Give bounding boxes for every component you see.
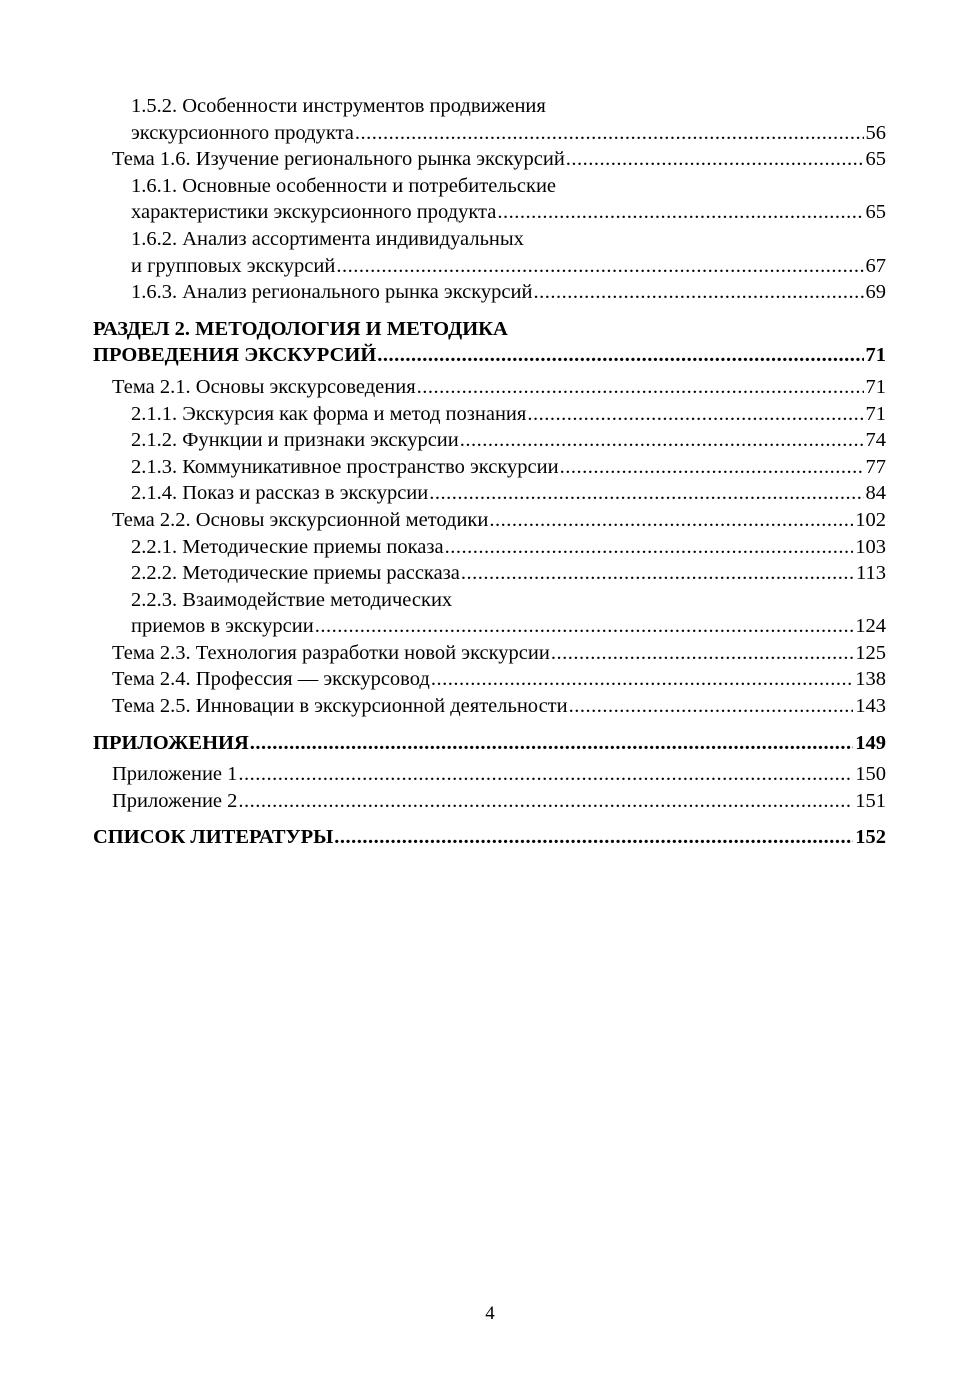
toc-subtopic-entry	[93, 427, 886, 454]
toc-subtopic-entry	[93, 560, 886, 587]
toc-entry-title-line: ПРИЛОЖЕНИЯ	[93, 731, 249, 754]
toc-subtopic-entry	[93, 93, 886, 146]
toc-entry-title-line: экскурсионного продукта	[131, 121, 354, 144]
toc-page-number: 124	[855, 615, 886, 638]
toc-entry-title-line: 2.2.1. Методические приемы показа	[131, 535, 444, 558]
dot-leader	[417, 374, 864, 401]
dot-leader	[355, 120, 864, 147]
toc-entry-row	[131, 613, 886, 640]
toc-entry-title-line: Тема 1.6. Изучение регионального рынка экскурсий	[112, 148, 565, 171]
toc-section-entry	[93, 824, 886, 851]
toc-page-number: 143	[855, 695, 886, 718]
toc-entry-row	[131, 120, 886, 147]
toc-entry-row	[131, 401, 886, 428]
toc-entry-row	[93, 730, 886, 757]
toc-page-number: 77	[865, 455, 886, 478]
toc-entry-title-line: Тема 2.3. Технология разработки новой экскурсии	[112, 641, 550, 664]
toc-topic-entry	[93, 666, 886, 693]
toc-entry-title-line: 2.1.3. Коммуникативное пространство экскурсии	[131, 455, 559, 478]
toc-page-number: 149	[855, 731, 886, 754]
dot-leader	[489, 507, 853, 534]
dot-leader	[334, 824, 853, 851]
toc-entry-title-line: Тема 2.4. Профессия — экскурсовод	[112, 668, 430, 691]
toc-entry-row	[131, 427, 886, 454]
dot-leader	[497, 199, 863, 226]
dot-leader	[566, 146, 864, 173]
toc-entry-title-line: приемов в экскурсии	[131, 615, 314, 638]
toc-section-entry	[93, 730, 886, 757]
dot-leader	[560, 454, 864, 481]
toc-entry-title-line: 1.6.2. Анализ ассортимента индивидуальных	[131, 227, 524, 250]
toc-topic-entry	[93, 146, 886, 173]
toc-entry-row	[112, 693, 886, 720]
toc-entry-title-line: РАЗДЕЛ 2. МЕТОДОЛОГИЯ И МЕТОДИКА	[93, 317, 508, 340]
dot-leader	[238, 761, 853, 788]
dot-leader	[377, 342, 863, 369]
toc-entry-row	[112, 146, 886, 173]
toc-subtopic-entry	[93, 587, 886, 640]
page-number: 4	[485, 1303, 495, 1324]
toc-section-entry	[93, 316, 886, 369]
dot-leader	[238, 788, 853, 815]
toc-entry-row	[93, 342, 886, 369]
toc-entry-row	[112, 761, 886, 788]
dot-leader	[461, 560, 854, 587]
toc-page-number: 84	[865, 482, 886, 505]
toc-page-number: 65	[865, 148, 886, 171]
dot-leader	[533, 279, 863, 306]
toc-entry-title-line: 1.6.3. Анализ регионального рынка экскурсий	[131, 281, 533, 304]
toc-entry-row	[131, 480, 886, 507]
toc-subtopic-entry	[93, 454, 886, 481]
toc-subtopic-entry	[93, 279, 886, 306]
toc-page-number: 71	[865, 344, 886, 367]
toc-entry-title-line: 2.1.4. Показ и рассказ в экскурсии	[131, 482, 429, 505]
toc-entry-row	[112, 507, 886, 534]
dot-leader	[250, 730, 853, 757]
toc-entry-title-line: СПИСОК ЛИТЕРАТУРЫ	[93, 826, 334, 849]
toc-entry-row	[131, 253, 886, 280]
toc-entry-row	[131, 560, 886, 587]
toc-entry-row	[93, 824, 886, 851]
toc-entry-title-line: 2.2.3. Взаимодействие методических	[131, 588, 453, 611]
toc-page-number: 65	[865, 201, 886, 224]
toc-entry-title-line: и групповых экскурсий	[131, 254, 336, 277]
toc-topic-entry	[93, 693, 886, 720]
toc-topic-entry	[93, 640, 886, 667]
toc-entry-title-line: 2.1.1. Экскурсия как форма и метод познания	[131, 402, 527, 425]
toc-page-number: 152	[855, 826, 886, 849]
toc-entry-title-line: Тема 2.2. Основы экскурсионной методики	[112, 508, 489, 531]
toc-entry-title-line: характеристики экскурсионного продукта	[131, 201, 497, 224]
toc-entry-title-line: Тема 2.1. Основы экскурсоведения	[112, 375, 416, 398]
dot-leader	[569, 693, 854, 720]
dot-leader	[336, 253, 863, 280]
toc-subtopic-entry	[93, 401, 886, 428]
toc-entry-row	[131, 279, 886, 306]
toc-subtopic-entry	[93, 480, 886, 507]
dot-leader	[527, 401, 863, 428]
toc-entry-title-line: Приложение 2	[112, 789, 238, 812]
toc-entry-row	[131, 534, 886, 561]
dot-leader	[460, 427, 864, 454]
toc-entry-title-line: Приложение 1	[112, 763, 238, 786]
toc-entry-title-line: 1.6.1. Основные особенности и потребительские	[131, 174, 557, 197]
toc-entry-title-line: Тема 2.5. Инновации в экскурсионной деятельности	[112, 695, 568, 718]
toc-topic-entry	[93, 788, 886, 815]
dot-leader	[431, 666, 853, 693]
toc-page-number: 74	[865, 429, 886, 452]
dot-leader	[551, 640, 853, 667]
toc-topic-entry	[93, 374, 886, 401]
toc-entry-row	[112, 374, 886, 401]
toc-page-number: 102	[855, 508, 886, 531]
toc-page-number: 71	[865, 402, 886, 425]
toc-entry-title-line: ПРОВЕДЕНИЯ ЭКСКУРСИЙ	[93, 344, 377, 367]
dot-leader	[429, 480, 863, 507]
toc-entry-row	[112, 640, 886, 667]
toc-entry-title-line: 1.5.2. Особенности инструментов продвижения	[131, 95, 546, 117]
toc-page-number: 71	[865, 375, 886, 398]
toc-entry-title-line: 2.2.2. Методические приемы рассказа	[131, 562, 460, 585]
toc-page-number: 113	[856, 562, 886, 585]
toc-entry-row	[112, 788, 886, 815]
toc-subtopic-entry	[93, 173, 886, 226]
toc-page-number: 150	[855, 763, 886, 786]
toc-subtopic-entry	[93, 534, 886, 561]
toc-page-number: 69	[865, 281, 886, 304]
toc-page-number: 103	[855, 535, 886, 558]
toc-page-number: 138	[855, 668, 886, 691]
toc-entry-row	[131, 454, 886, 481]
toc-page-number: 67	[865, 254, 886, 277]
toc-page-number: 56	[865, 121, 886, 144]
toc-entry-row	[112, 666, 886, 693]
toc-entry-row	[131, 199, 886, 226]
table-of-contents	[93, 93, 886, 856]
dot-leader	[445, 534, 854, 561]
dot-leader	[315, 613, 854, 640]
toc-topic-entry	[93, 507, 886, 534]
toc-entry-title-line: 2.1.2. Функции и признаки экскурсии	[131, 429, 459, 452]
toc-topic-entry	[93, 761, 886, 788]
toc-page-number: 125	[855, 641, 886, 664]
toc-subtopic-entry	[93, 226, 886, 279]
toc-page-number: 151	[855, 789, 886, 812]
